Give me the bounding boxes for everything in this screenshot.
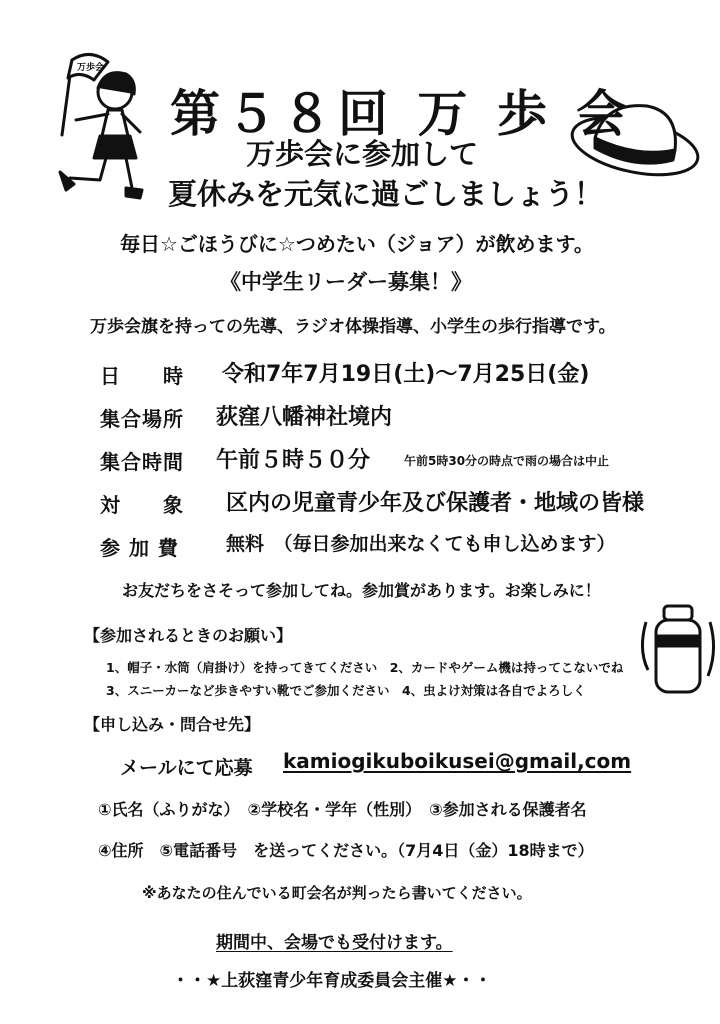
- apply-email[interactable]: kamiogikuboikusei@gmail,com: [283, 749, 632, 773]
- leader-description: 万歩会旗を持っての先導、ラジオ体操指導、小学生の歩行指導です。: [90, 317, 616, 337]
- requests-heading: 【参加されるときのお願い】: [84, 626, 293, 645]
- apply-method-label: メールにて応募: [120, 757, 253, 779]
- apply-heading: 【申し込み・問合せ先】: [84, 715, 261, 734]
- rain-cancel-note: 午前5時30分の時点で雨の場合は中止: [404, 454, 610, 468]
- water-bottle-illustration: [640, 600, 716, 698]
- page-title: 第５８回 万 歩 会: [170, 85, 633, 143]
- apply-fields-line-1: ①氏名（ふりがな） ②学校名・学年（性別） ③参加される保護者名: [98, 800, 587, 819]
- date-value: 令和7年7月19日(土)～7月25日(金): [222, 362, 590, 387]
- meeting-time-label: 集合時間: [100, 450, 184, 474]
- girl-with-flag-illustration: [30, 40, 160, 210]
- sponsor-text: ・・★上荻窪青少年育成委員会主催★・・: [172, 971, 492, 991]
- apply-fields-line-2: ④住所 ⑤電話番号 を送ってください。（7月4日（金）18時まで）: [98, 841, 594, 860]
- meeting-time-value: 午前５時５０分: [216, 448, 371, 473]
- fee-value: 無料 （毎日参加出来なくても申し込めます）: [226, 533, 616, 555]
- svg-text:万歩会: 万歩会: [77, 63, 105, 73]
- target-value: 区内の児童青少年及び保護者・地域の皆様: [226, 491, 645, 516]
- meeting-place-label: 集合場所: [100, 407, 184, 431]
- leader-recruit-heading: 《中学生リーダー募集！》: [220, 270, 472, 294]
- invite-text: お友だちをさそって参加してね。参加賞があります。お楽しみに！: [122, 581, 601, 600]
- meeting-place-value: 荻窪八幡神社境内: [216, 405, 393, 430]
- date-label: 日 時: [100, 364, 184, 388]
- request-line-2: 3、スニーカーなど歩きやすい靴でご参加ください 4、虫よけ対策は各自でよろしく: [106, 683, 586, 698]
- headline-line-2: 夏休みを元気に過ごしましょう！: [168, 177, 604, 211]
- apply-note: ※あなたの住んでいる町会名が判ったら書いてください。: [142, 884, 532, 902]
- request-line-1: 1、帽子・水筒（肩掛け）を持ってきてください 2、カードやゲーム機は持ってこないでね: [106, 660, 624, 675]
- headline-line-1: 万歩会に参加して: [246, 137, 479, 171]
- onsite-registration-text: 期間中、会場でも受付けます。: [216, 933, 453, 953]
- target-label: 対 象: [100, 493, 184, 517]
- fee-label: 参 加 費: [100, 536, 179, 560]
- daily-bonus-text: 毎日☆ごほうびに☆つめたい（ジョア）が飲めます。: [120, 232, 594, 256]
